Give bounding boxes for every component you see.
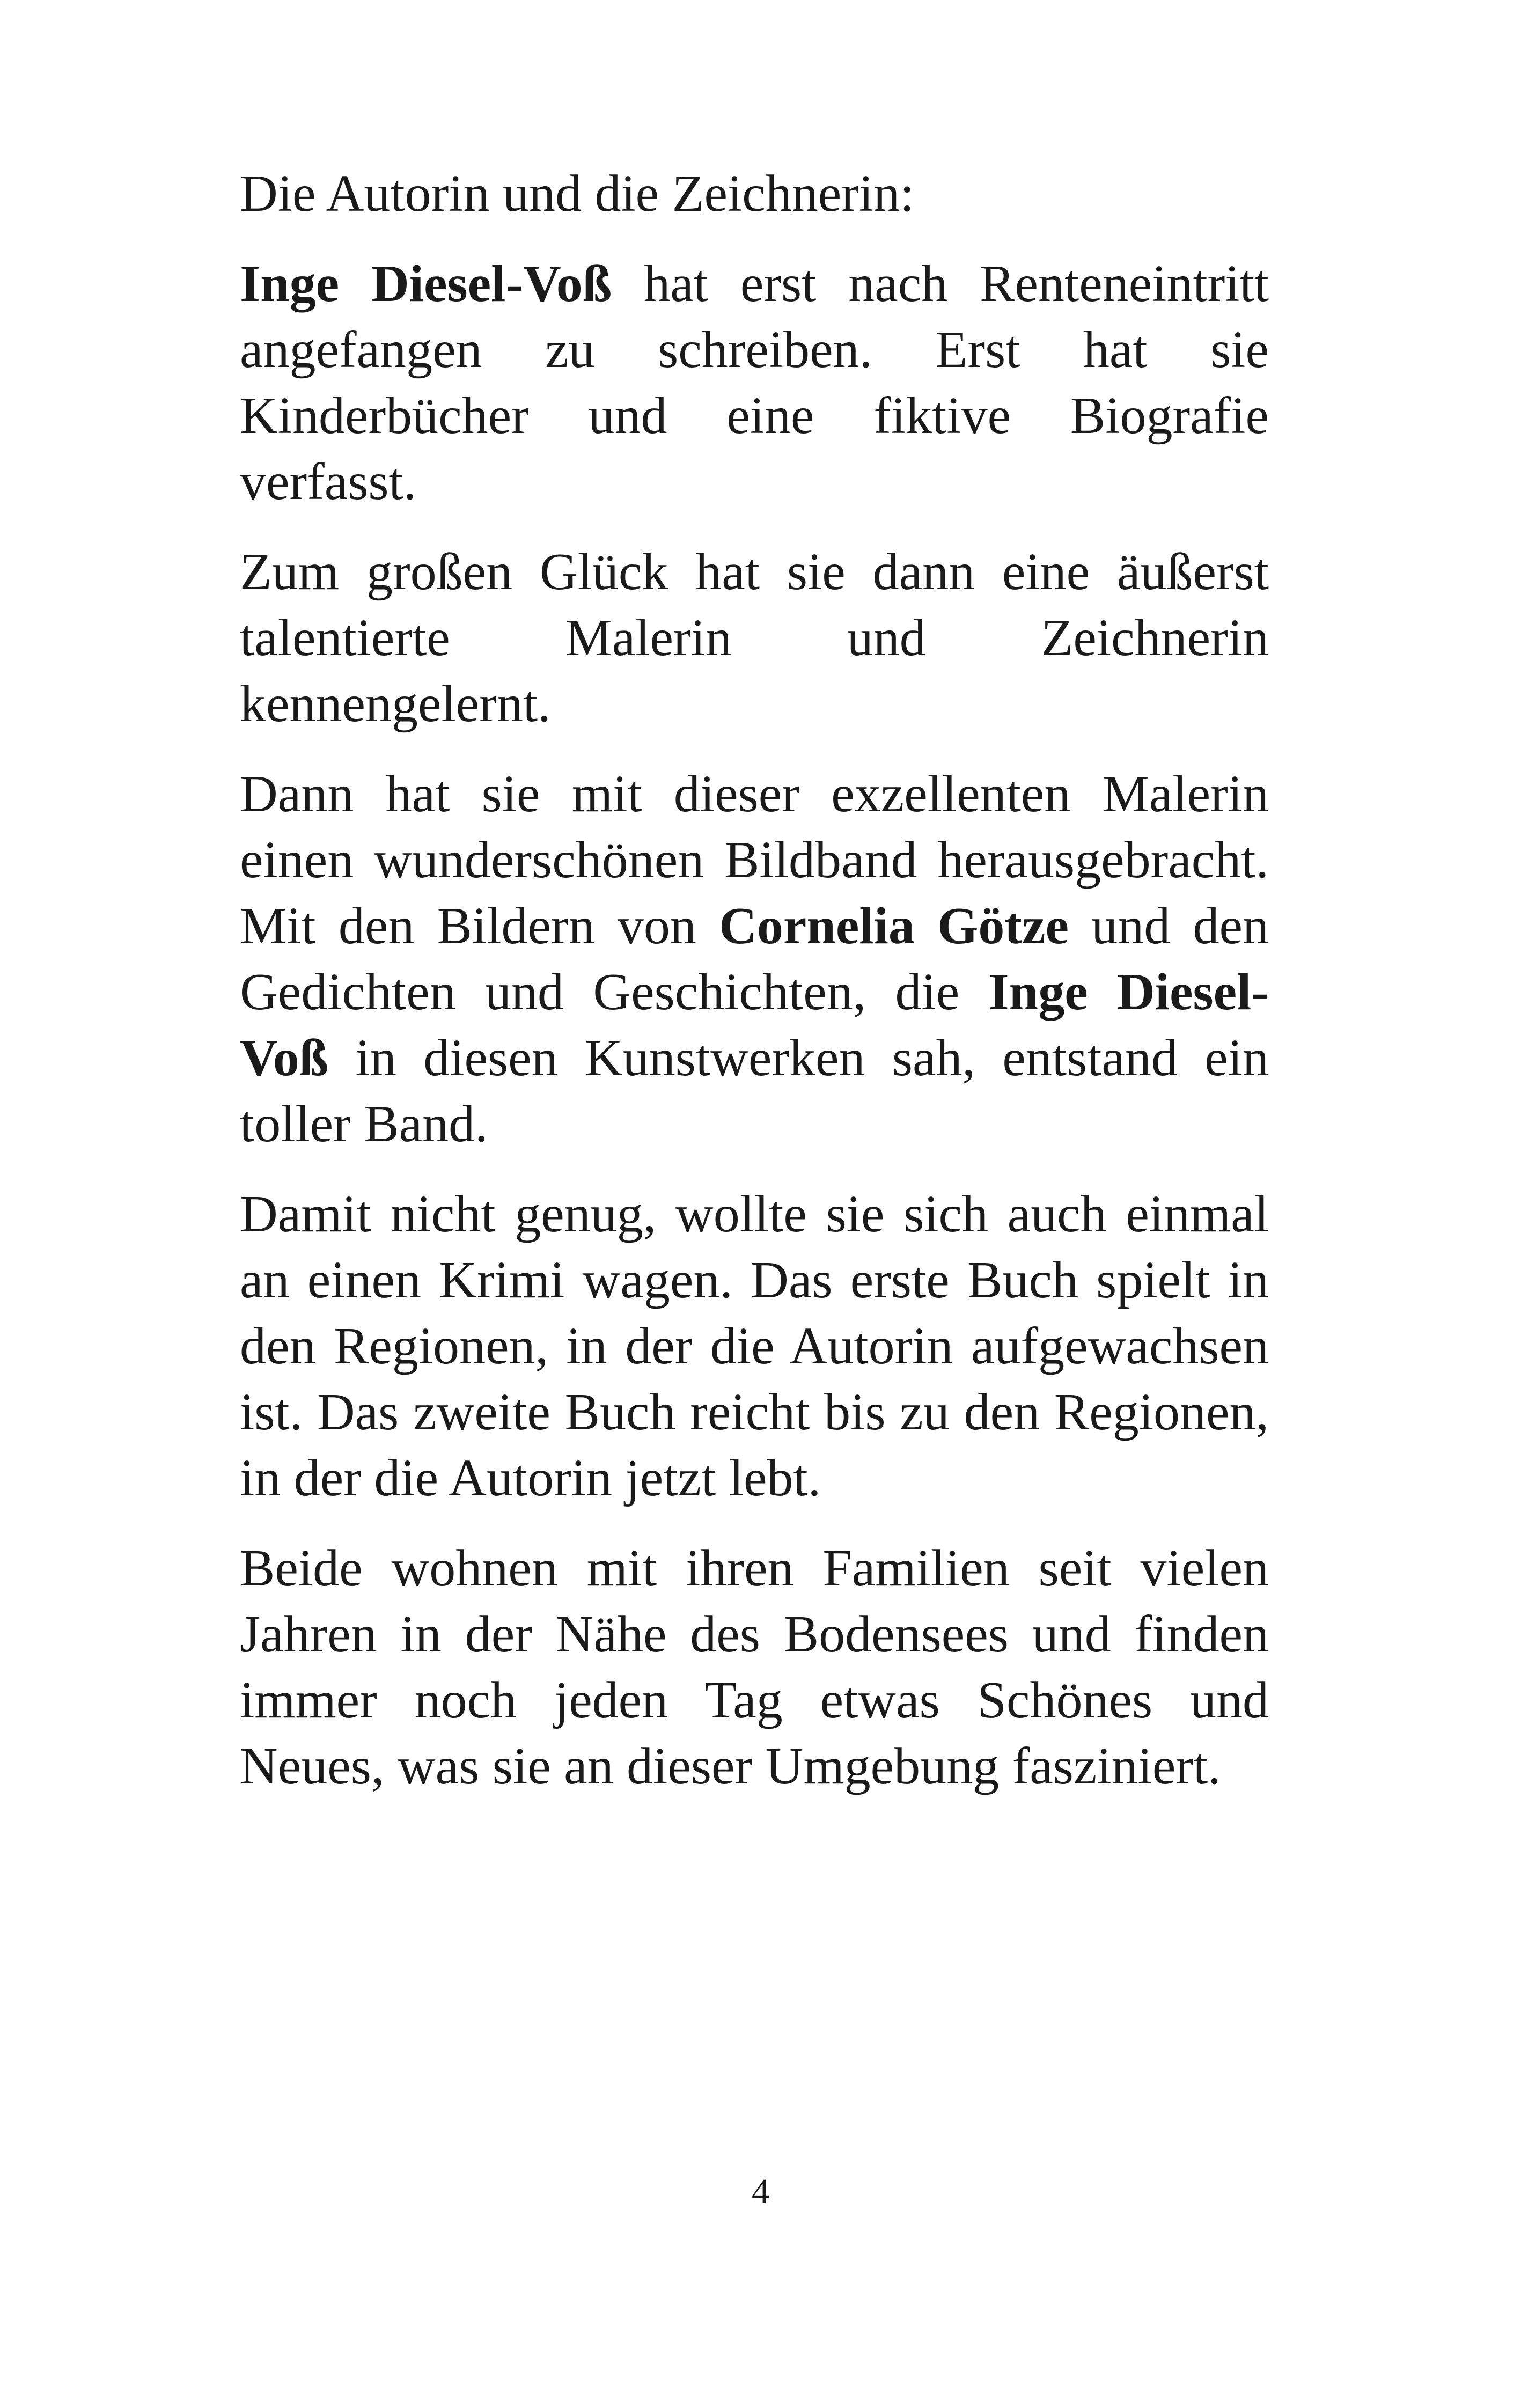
paragraph-4-text: Damit nicht genug, wollte sie sich auch einmal an einen Krimi wagen. Das erste Buch spielt in den Regionen, in der die Autorin aufgewachsen ist. Das zweite Buch reicht bis zu den Regionen, in der die Autorin jetzt lebt. — [240, 1185, 1269, 1507]
paragraph-1-text: hat erst nach Renteneintritt angefangen zu schreiben. Erst hat sie Kinderbücher und eine fiktive Biografie verfasst. — [240, 255, 1269, 511]
paragraph-2 — [240, 539, 1269, 737]
body-text — [240, 161, 1269, 1824]
paragraph-3-text-a: Dann hat sie mit dieser exzellenten Malerin einen wunderschönen Bildband herausgebracht. Mit den Bildern von — [240, 765, 1269, 955]
paragraph-3-text-b: und den Gedichten und Geschichten, die — [240, 897, 1269, 1021]
paragraph-3 — [240, 761, 1269, 1157]
page-number: 4 — [752, 2172, 769, 2211]
paragraph-3-text-c: in diesen Kunstwerken sah, entstand ein toller Band. — [240, 1029, 1269, 1153]
paragraph-1 — [240, 251, 1269, 515]
paragraph-5 — [240, 1536, 1269, 1800]
author-name: Inge Diesel-Voß — [240, 255, 612, 313]
author-name: Inge Diesel-Voß — [240, 963, 1269, 1087]
paragraph-2-text: Zum großen Glück hat sie dann eine äußerst talentierte Malerin und Zeichnerin kennengelernt. — [240, 543, 1269, 733]
paragraph-5-text: Beide wohnen mit ihren Familien seit vielen Jahren in der Nähe des Bodensees und finden immer noch jeden Tag etwas Schönes und Neues, was sie an dieser Umgebung fasziniert. — [240, 1539, 1269, 1795]
section-heading: Die Autorin und die Zeichnerin: — [240, 165, 915, 223]
paragraph-4 — [240, 1181, 1269, 1511]
illustrator-name: Cornelia Götze — [719, 897, 1069, 955]
